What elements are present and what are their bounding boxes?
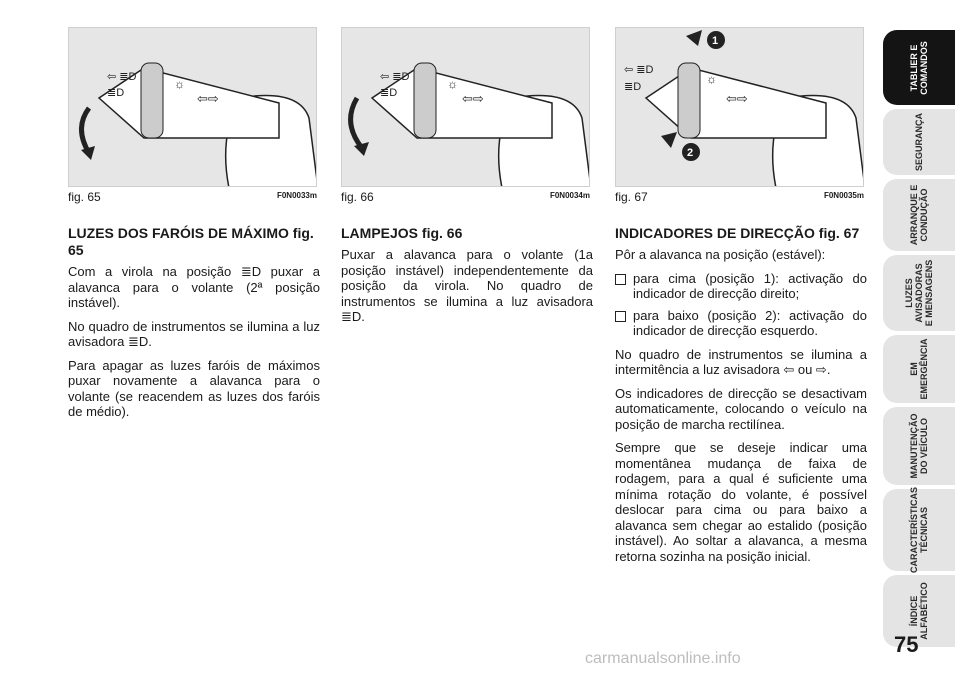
svg-text:⇦ ≣D: ⇦ ≣D (624, 64, 654, 76)
paragraph: No quadro de instrumentos se ilumina a intermitência a luz avisadora ⇦ ou ⇨. (615, 346, 867, 377)
tab-label: TABLIER E COMANDOS (909, 40, 929, 95)
paragraph: Sempre que se deseje indicar uma momentânea mudança de faixa de rodagem, para a qual é suficiente uma mínima rotação do volante, é possível deslocar para cima ou para baixo a alavanca sem chegar ao estalido (posição instável). Ao soltar a alavanca, a mesma retorna sozinha na posição inicial. (615, 440, 867, 564)
tab-emergencia[interactable] (883, 335, 955, 403)
tab-label: EM EMERGÊNCIA (909, 338, 929, 400)
svg-text:≣D: ≣D (624, 81, 642, 93)
svg-text:2: 2 (687, 147, 694, 159)
svg-text:☼: ☼ (447, 77, 458, 91)
section-high-beam (68, 225, 320, 428)
section-title: INDICADORES DE DIRECÇÃO fig. 67 (615, 225, 860, 241)
bullet-list (615, 271, 867, 339)
list-item (615, 308, 867, 339)
paragraph: Pôr a alavanca na posição (estável): (615, 247, 826, 262)
paragraph: No quadro de instrumentos se ilumina a luz avisadora ≣D. (68, 318, 320, 349)
page-number: 75 (894, 632, 919, 657)
svg-text:1: 1 (712, 35, 719, 47)
tab-label: ÍNDICE ALFABÉTICO (909, 582, 929, 640)
svg-text:⇦⇨: ⇦⇨ (462, 91, 484, 106)
paragraph: Os indicadores de direcção se desactivam automaticamente, colocando o veículo na posição de marcha rectilínea. (615, 385, 867, 432)
tab-manutencao[interactable] (883, 407, 955, 485)
tab-caracteristicas[interactable] (883, 486, 955, 574)
figure-code: F0N0034m (549, 191, 590, 200)
section-flashing (341, 225, 593, 333)
section-direction-indicators (615, 225, 867, 572)
svg-text:≣D: ≣D (380, 87, 398, 99)
paragraph: Para apagar as luzes faróis de máximos puxar novamente a alavanca para o volante (se reacendem as luzes dos faróis de médio). (68, 357, 320, 419)
checkbox-bullet-icon (615, 311, 626, 322)
tab-label: SEGURANÇA (914, 112, 924, 172)
tab-luzes-avisadoras[interactable] (883, 255, 955, 331)
svg-text:⇦ ≣D: ⇦ ≣D (380, 71, 410, 83)
svg-text:⇦⇨: ⇦⇨ (197, 91, 219, 106)
figure-code: F0N0035m (823, 191, 864, 200)
section-title: LUZES DOS FARÓIS DE MÁXIMO fig. 65 (68, 225, 314, 258)
stalk-illustration (342, 28, 590, 187)
svg-text:⇦ ≣D: ⇦ ≣D (107, 71, 137, 83)
figure-code: F0N0033m (276, 191, 317, 200)
tab-label: ARRANQUE E CONDUÇÃO (909, 184, 929, 246)
tab-label: CARACTERÍSTICAS TÉCNICAS (909, 486, 929, 574)
figure-67 (615, 27, 864, 187)
figure-label: fig. 67 (615, 190, 648, 204)
figure-label: fig. 66 (341, 190, 374, 204)
paragraph: Puxar a alavanca para o volante (1a posição instável) independentemente da posição da virola. No quadro de instrumentos se ilumina a luz avisadora ≣D. (341, 247, 593, 324)
watermark: carmanualsonline.info (585, 650, 741, 667)
stalk-illustration (616, 28, 864, 187)
tab-tablier-comandos[interactable] (883, 30, 955, 105)
figure-65 (68, 27, 317, 187)
svg-text:≣D: ≣D (107, 87, 125, 99)
list-item-text: para baixo (posição 2): activação do indicador de direcção esquerdo. (633, 307, 867, 338)
list-item-text: para cima (posição 1): activação do indicador de direcção direito; (633, 270, 867, 301)
checkbox-bullet-icon (615, 274, 626, 285)
paragraph: Com a virola na posição ≣D puxar a alavanca para o volante (2ª posição instável). (68, 264, 320, 310)
section-title: LAMPEJOS fig. 66 (341, 225, 463, 241)
figure-66 (341, 27, 590, 187)
svg-text:☼: ☼ (706, 72, 717, 86)
tab-arranque-conducao[interactable] (883, 179, 955, 251)
figure-label: fig. 65 (68, 190, 101, 204)
tab-seguranca[interactable] (883, 109, 955, 175)
tab-label: MANUTENÇÃO DO VEÍCULO (909, 413, 929, 479)
svg-text:⇦⇨: ⇦⇨ (726, 91, 748, 106)
list-item (615, 271, 867, 302)
tab-label: LUZES AVISADORAS E MENSAGENS (904, 259, 934, 327)
svg-text:☼: ☼ (174, 77, 185, 91)
stalk-illustration (69, 28, 317, 187)
